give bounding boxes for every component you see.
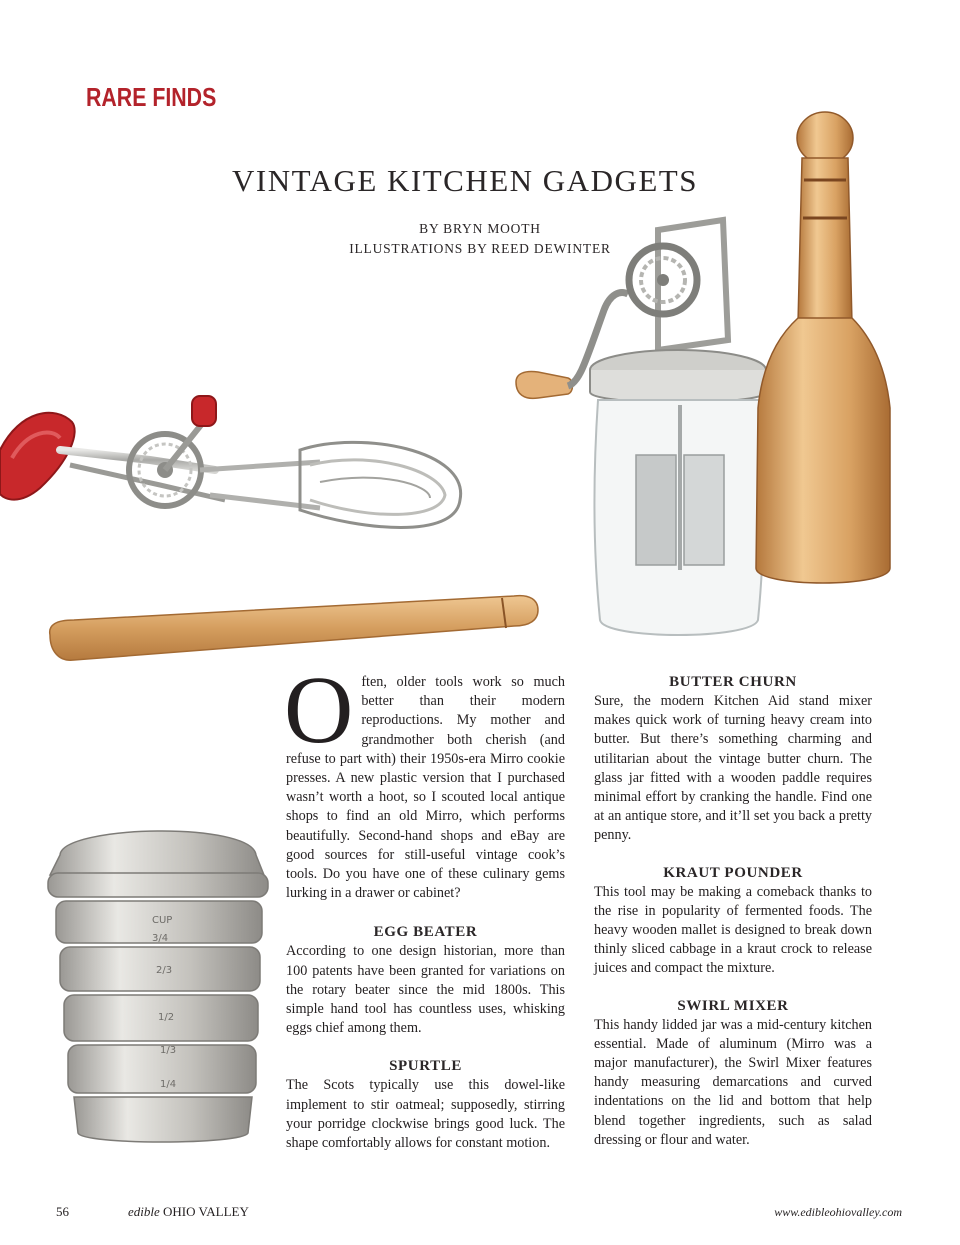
egg-beater-illustration [0, 390, 480, 570]
section-label: RARE FINDS [86, 82, 217, 112]
publication-prefix: edible [128, 1204, 160, 1219]
article-column-right [594, 673, 872, 1150]
egg-beater-text: According to one design historian, more than 100 patents have been granted for variations on the rotary beater since the mid 1800s. This simple hand tool has countless uses, whisking eggs chief among them. [286, 943, 565, 1037]
byline-illustrator: ILLUSTRATIONS BY REED DEWINTER [349, 241, 611, 256]
swirl-mixer-text: This handy lidded jar was a mid-century kitchen essential. Made of aluminum (Mirro was a major manufacturer), the Swirl Mixer features handy measuring demarcations and curved indentations on the lid and bottom that help blend together ingredients, such as salad dressing or flour and water. [594, 1016, 872, 1148]
butter-churn-text: Sure, the modern Kitchen Aid stand mixer makes quick work of turning heavy cream into butter. But there’s something charming and utilitarian about the vintage butter churn. The glass jar fitted with a wooden paddle requires minimal effort by cranking the handle. Find one at an antique store, and it’ll set you back a pretty penny. [594, 693, 872, 844]
butter-churn-heading: BUTTER CHURN [669, 674, 797, 690]
kraut-pounder-text: This tool may be making a comeback thanks to the rise in popularity of fermented foods. The heavy wooden mallet is designed to break down thinly sliced cabbage in a kraut crock to release juices and compact the mixture. [594, 883, 872, 977]
spurtle-heading: SPURTLE [389, 1058, 462, 1075]
publication-title: OHIO VALLEY [163, 1204, 249, 1219]
cup-mark-2-3: 2/3 [156, 965, 173, 976]
page-number: 56 [56, 1204, 69, 1219]
intro-text: ften, older tools work so much better than their modern reproductions. My mother and grandmother both cherish (and refuse to part with) their 1950s-era Mirro cookie presses. A new plastic version that I purchased wasn’t worth a hoot, so I scouted local antique shops to find an old Mirro, which performs beautifully. Second-hand shops and eBay are good sources for still-useful vintage cook’s tools. Do you have one of these culinary gems lurking in a drawer or cabinet? [286, 674, 565, 902]
kraut-pounder-illustration [740, 108, 910, 608]
cup-mark-1-4: 1/4 [160, 1079, 177, 1090]
cup-mark-cup: CUP [152, 915, 173, 926]
cup-mark-1-2: 1/2 [158, 1012, 175, 1023]
kraut-pounder-heading: KRAUT POUNDER [663, 864, 803, 881]
cup-mark-3-4: 3/4 [152, 933, 169, 944]
article-column-left [284, 656, 565, 1153]
byline-author: BY BRYN MOOTH [419, 221, 541, 236]
website-url[interactable]: www.edibleohiovalley.com [774, 1205, 902, 1219]
publication-name [128, 1204, 249, 1220]
cup-mark-1-3: 1/3 [160, 1045, 177, 1056]
intro-paragraph [284, 656, 565, 903]
butter-churn-illustration [508, 210, 778, 650]
drop-cap: O [284, 656, 354, 763]
egg-beater-heading: EGG BEATER [373, 924, 478, 941]
swirl-mixer-illustration [42, 815, 282, 1145]
page-title: VINTAGE KITCHEN GADGETS [232, 163, 698, 198]
swirl-mixer-heading: SWIRL MIXER [677, 997, 789, 1014]
spurtle-text: The Scots typically use this dowel-like implement to stir oatmeal; supposedly, stirring your porridge clockwise brings good luck. The shape comfortably allows for constant motion. [286, 1077, 565, 1152]
